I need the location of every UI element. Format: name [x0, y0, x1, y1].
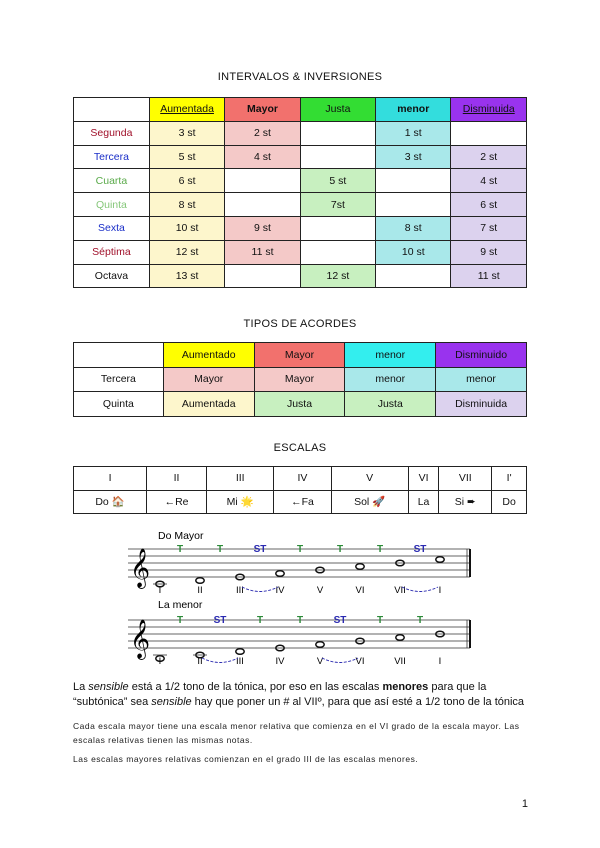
sensible-paragraph	[73, 680, 543, 710]
step-mark: ST	[253, 544, 267, 555]
interval-cell: 9 st	[225, 216, 300, 240]
degree-label: III	[236, 656, 244, 667]
major-scale-staff	[128, 544, 470, 596]
p1-text: La	[73, 681, 89, 693]
interval-cell: 13 st	[149, 264, 224, 288]
header-justa: Justa	[300, 98, 375, 122]
interval-cell: 8 st	[149, 193, 224, 217]
page-number: 1	[521, 798, 528, 810]
degree-cell: VII	[439, 467, 492, 491]
interval-row-label: Cuarta	[74, 169, 150, 193]
interval-cell: 11 st	[451, 264, 527, 288]
chord-cell: Disminuida	[436, 392, 527, 417]
intervals-title: INTERVALOS & INVERSIONES	[217, 71, 383, 83]
degree-label: I	[158, 656, 162, 667]
degree-cell: VI	[408, 467, 438, 491]
relative-scales-paragraph: Cada escala mayor tiene una escala menor relativa que comienza en el VI grado de la escala mayor. Las escalas relativas tienen las mismas notas.	[73, 721, 520, 745]
degree-cell: V	[331, 467, 408, 491]
interval-cell: 12 st	[149, 240, 224, 264]
note-cell: Sol 🚀	[331, 490, 408, 514]
semitone-arc	[242, 587, 278, 592]
note-cell: Mi 🌟	[206, 490, 273, 514]
interval-row-label: Sexta	[74, 216, 150, 240]
interval-cell: 6 st	[451, 193, 527, 217]
interval-cell: 1 st	[376, 121, 451, 145]
degree-cell: II	[147, 467, 207, 491]
degree-label: VII	[394, 585, 406, 596]
degree-label: VI	[355, 585, 365, 596]
step-mark: ST	[333, 615, 347, 626]
degree-label: VI	[355, 656, 365, 667]
p1-text: está a 1/2 tono de la tónica, por eso en las escalas	[128, 681, 383, 693]
whole-note	[436, 557, 444, 563]
p1-text: hay que poner un # al VIIº, para que así esté a 1/2 tono de la tónica	[191, 696, 525, 708]
note-cell: Do 🏠	[74, 490, 147, 514]
step-mark: T	[416, 615, 424, 626]
chord-cell: menor	[345, 367, 436, 392]
minor-scale-staff	[128, 615, 470, 667]
interval-row-label: Segunda	[74, 121, 150, 145]
degree-label: VII	[394, 656, 406, 667]
header-disminuida: Disminuida	[451, 98, 527, 122]
degree-label: II	[197, 656, 203, 667]
scales-title: ESCALAS	[273, 442, 327, 454]
degree-cell: I'	[492, 467, 527, 491]
interval-row-label: Octava	[74, 264, 150, 288]
header-disminuido: Disminuido	[436, 343, 527, 368]
whole-note	[236, 649, 244, 655]
interval-cell: 3 st	[376, 145, 451, 169]
chord-cell: Mayor	[254, 367, 345, 392]
p1-text: para que la “subtónica” sea	[73, 681, 487, 708]
note-cell: La	[408, 490, 438, 514]
step-mark: T	[256, 615, 264, 626]
step-mark: T	[296, 544, 304, 555]
header-mayor: Mayor	[225, 98, 300, 122]
p1-bold: menores	[382, 681, 429, 693]
interval-cell: 2 st	[451, 145, 527, 169]
interval-cell: 10 st	[149, 216, 224, 240]
chord-cell: Aumentada	[163, 392, 254, 417]
step-mark: T	[336, 544, 344, 555]
step-mark: T	[376, 544, 384, 555]
treble-clef-icon: 𝄞	[130, 548, 151, 588]
degree-label: V	[316, 585, 324, 596]
step-mark: T	[296, 615, 304, 626]
note-cell: ←Re	[147, 490, 207, 514]
degree-label: IV	[275, 585, 285, 596]
chord-row-label: Quinta	[74, 392, 164, 417]
minor-staff-title: La menor	[158, 599, 203, 611]
degree-label: IV	[275, 656, 285, 667]
note-cell: Do	[492, 490, 527, 514]
header-aumentado: Aumentado	[163, 343, 254, 368]
degree-label: III	[236, 585, 244, 596]
chord-row-label: Tercera	[74, 367, 164, 392]
interval-cell: 6 st	[149, 169, 224, 193]
interval-cell: 11 st	[225, 240, 300, 264]
degree-label: V	[316, 656, 324, 667]
degree-label: I	[438, 585, 442, 596]
header-aumentada: Aumentada	[149, 98, 224, 122]
interval-cell: 12 st	[300, 264, 375, 288]
interval-cell: 4 st	[451, 169, 527, 193]
chord-cell: Justa	[254, 392, 345, 417]
interval-cell: 4 st	[225, 145, 300, 169]
whole-note	[396, 635, 404, 641]
interval-cell: 7st	[300, 193, 375, 217]
header-menor-chord: menor	[345, 343, 436, 368]
step-mark: ST	[413, 544, 427, 555]
step-mark: T	[176, 615, 184, 626]
major-staff-title: Do Mayor	[158, 530, 204, 542]
degree-label: I	[158, 585, 162, 596]
interval-cell: 9 st	[451, 240, 527, 264]
semitone-arc	[402, 587, 438, 592]
interval-row-label: Quinta	[74, 193, 150, 217]
step-mark: ST	[213, 615, 227, 626]
semitone-arc	[202, 658, 238, 663]
interval-cell: 5 st	[149, 145, 224, 169]
interval-cell: 8 st	[376, 216, 451, 240]
whole-note	[316, 642, 324, 648]
p1-italic: sensible	[88, 681, 129, 693]
degree-cell: I	[74, 467, 147, 491]
whole-note	[276, 571, 284, 577]
interval-cell: 2 st	[225, 121, 300, 145]
degree-label: II	[197, 585, 203, 596]
whole-note	[196, 578, 204, 584]
note-cell: Si ➨	[439, 490, 492, 514]
degree-label: I	[438, 656, 442, 667]
degree-cell: IV	[274, 467, 331, 491]
interval-row-label: Séptima	[74, 240, 150, 264]
interval-cell: 3 st	[149, 121, 224, 145]
p1-italic: sensible	[151, 696, 192, 708]
relative-major-paragraph: Las escalas mayores relativas comienzan en el grado III de las escalas menores.	[73, 754, 419, 764]
step-mark: T	[216, 544, 224, 555]
degree-cell: III	[206, 467, 273, 491]
interval-cell: 5 st	[300, 169, 375, 193]
whole-note	[356, 564, 364, 570]
chord-cell: Justa	[345, 392, 436, 417]
note-cell: ←Fa	[274, 490, 331, 514]
interval-cell: 7 st	[451, 216, 527, 240]
chord-cell: menor	[436, 367, 527, 392]
semitone-arc	[322, 658, 358, 663]
treble-clef-icon: 𝄞	[130, 619, 151, 659]
interval-row-label: Tercera	[74, 145, 150, 169]
step-mark: T	[176, 544, 184, 555]
step-mark: T	[376, 615, 384, 626]
chord-cell: Mayor	[163, 367, 254, 392]
chords-title: TIPOS DE ACORDES	[243, 318, 357, 330]
interval-cell: 10 st	[376, 240, 451, 264]
header-menor: menor	[376, 98, 451, 122]
header-mayor-chord: Mayor	[254, 343, 345, 368]
